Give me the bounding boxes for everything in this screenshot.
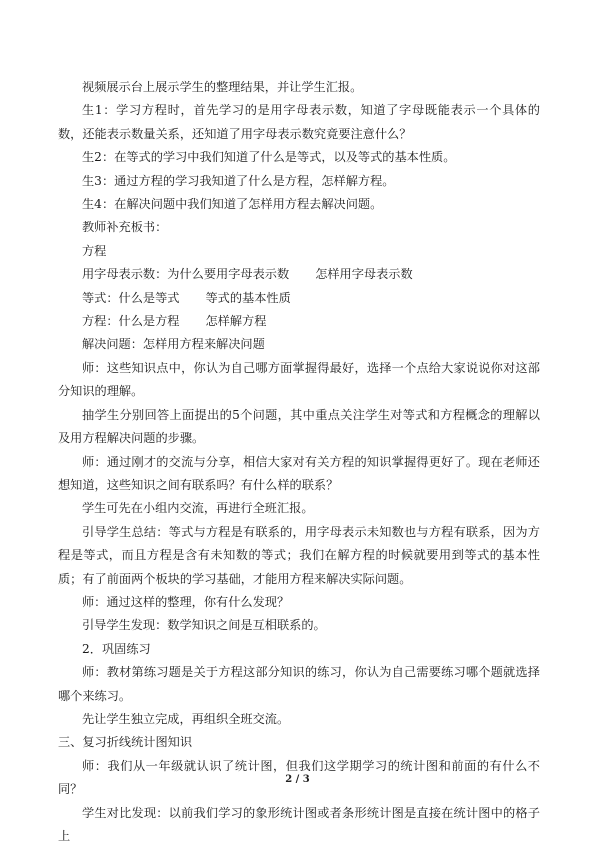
section-heading: 三、复习折线统计图知识 [58, 735, 193, 750]
paragraph: 引导学生总结：等式与方程是有联系的，用字母表示未知数也与方程有联系，因为方程是等式，而且方程是含有未知数的等式；我们在解方程的时候就要用到等式的基本性质；有了前面两个板块的学习基础，才能用方程来解决实际问题。 [58, 524, 540, 586]
board-line [58, 310, 540, 333]
board-line-text: 怎样解方程 [205, 314, 267, 329]
paragraph: 师：通过这样的整理，你有什么发现？ [82, 594, 290, 609]
paragraph: 引导学生发现：数学知识之间是互相联系的。 [82, 618, 326, 633]
board-line-text: 等式的基本性质 [205, 290, 291, 305]
paragraph: 师：通过刚才的交流与分享，相信大家对有关方程的知识掌握得更好了。现在老师还想知道，这些知识之间有联系吗？有什么样的联系？ [58, 454, 540, 492]
page-number: 2 / 3 [285, 774, 310, 785]
paragraph: 生2：在等式的学习中我们知道了什么是等式，以及等式的基本性质。 [82, 150, 456, 165]
paragraph: 师：我们从一年级就认识了统计图，但我们这学期学习的统计图和前面的有什么不同？ [58, 758, 540, 797]
board-line [58, 263, 540, 286]
paragraph: 教师补充板书： [82, 220, 168, 235]
paragraph: 先让学生独立完成，再组织全班交流。 [82, 711, 290, 726]
board-title: 方程 [82, 243, 107, 258]
board-line: 解决问题：怎样用方程来解决问题 [82, 337, 265, 352]
paragraph: 生4：在解决问题中我们知道了怎样用方程去解决问题。 [82, 197, 383, 212]
board-line-text: 方程：什么是方程 [82, 314, 180, 329]
paragraph: 学生可先在小组内交流，再进行全班汇报。 [82, 501, 314, 516]
paragraph: 师：教材第练习题是关于方程这部分知识的练习，你认为自己需要练习哪个题就选择哪个来练习。 [58, 665, 540, 703]
board-line-text: 等式：什么是等式 [82, 290, 180, 305]
board-line [58, 287, 540, 310]
paragraph: 抽学生分别回答上面提出的5个问题，其中重点关注学生对等式和方程概念的理解以及用方程解决问题的步骤。 [58, 407, 540, 446]
paragraph: 师：这些知识点中，你认为自己哪方面掌握得最好，选择一个点给大家说说你对这部分知识的理解。 [58, 360, 540, 399]
paragraph: 学生对比发现：以前我们学习的象形统计图或者条形统计图是直接在统计图中的格子上 [58, 805, 540, 843]
paragraph: 视频展示台上展示学生的整理结果，并让学生汇报。 [82, 80, 363, 94]
document-body [58, 76, 540, 848]
subsection-heading: 2．巩固练习 [82, 641, 151, 656]
board-line-text: 用字母表示数：为什么要用字母表示数 [82, 267, 290, 282]
board-line-text: 怎样用字母表示数 [315, 267, 413, 282]
paragraph: 生1：学习方程时，首先学习的是用字母表示数，知道了字母既能表示一个具体的数，还能表示数量关系，还知道了用字母表示数究竟要注意什么？ [58, 103, 540, 141]
paragraph: 生3：通过方程的学习我知道了什么是方程，怎样解方程。 [82, 173, 395, 188]
